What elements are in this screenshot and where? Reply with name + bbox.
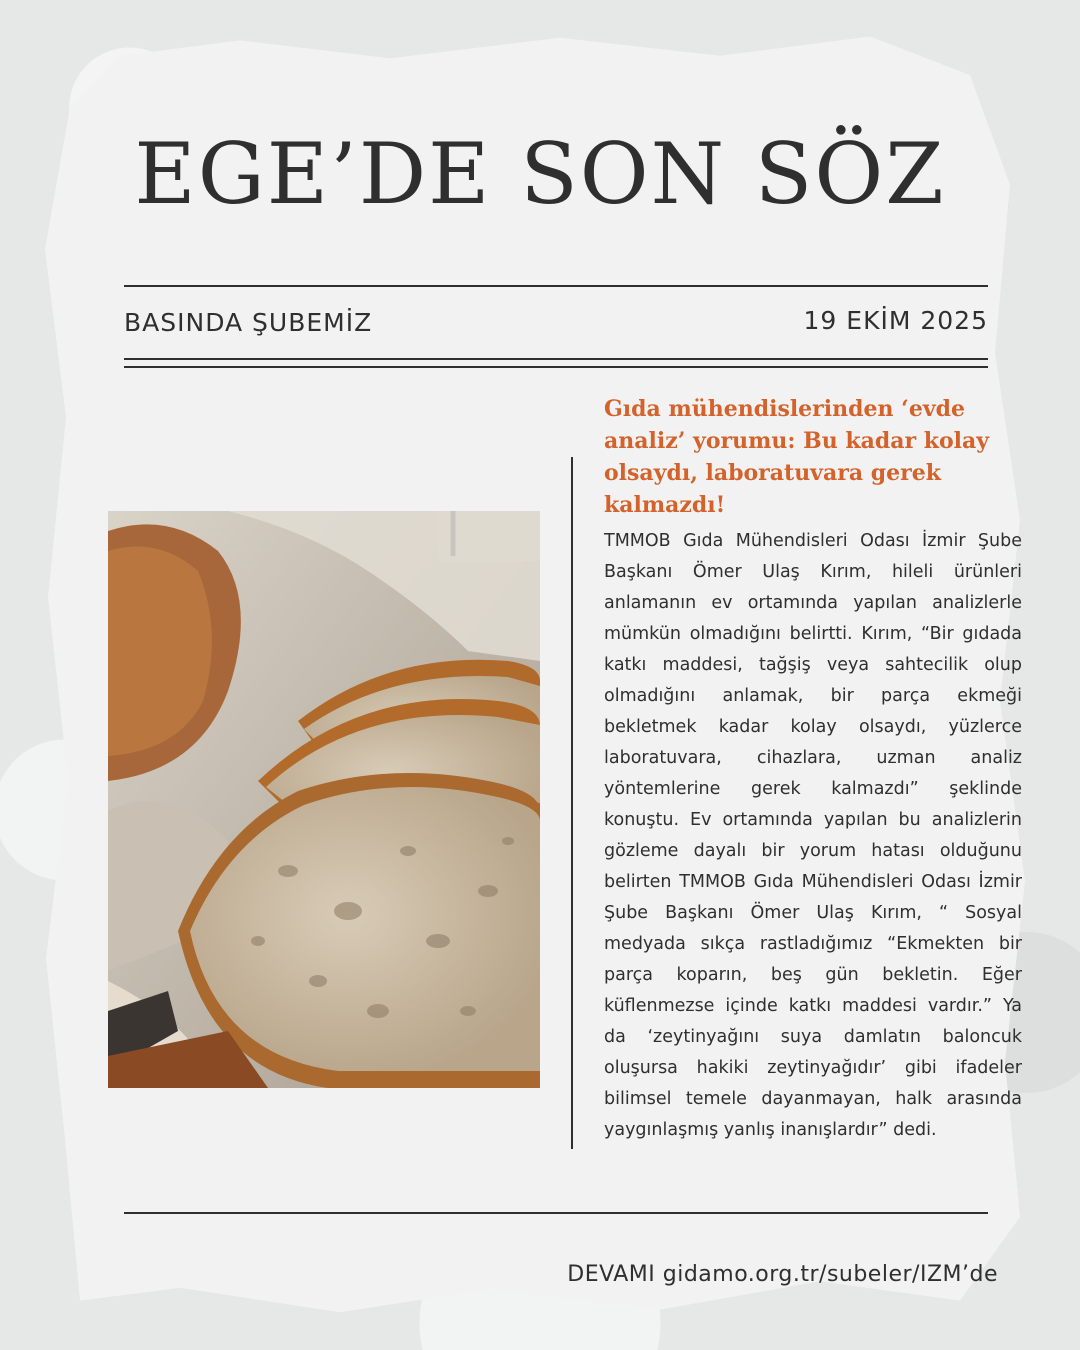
continue-reading-link[interactable]: DEVAMI gidamo.org.tr/subeler/IZM’de <box>567 1262 998 1287</box>
bread-photo <box>108 511 540 1088</box>
footer-rule <box>124 1212 988 1214</box>
double-rule-top <box>124 358 988 360</box>
top-rule <box>124 285 988 287</box>
issue-date: 19 EKİM 2025 <box>803 306 988 335</box>
article-body: TMMOB Gıda Mühendisleri Odası İzmir Şube Başkanı Ömer Ulaş Kırım, hileli ürünleri anlamanın ev ortamında yapılan analizlerle mümkün olmadığını belirtti. Kırım, “Bir gıdada katkı maddesi, tağşiş veya sahtecilik olup olmadığını anlamak, bir parça ekmeği bekletmek kadar kolay olsaydı, yüzlerce laboratuvara, cihazlara, uzman analiz yöntemlerine gerek kalmazdı” şeklinde konuştu. Ev ortamında yapılan bu analizlerin gözleme dayalı bir yorum hatası olduğunu belirten TMMOB Gıda Mühendisleri Odası İzmir Şube Başkanı Ömer Ulaş Kırım, “ Sosyal medyada sıkça rastladığımız “Ekmekten bir parça koparın, beş gün bekletin. Eğer küflenmezse içinde katkı maddesi vardır.” Ya da ‘zeytinyağını suya damlatın baloncuk oluşursa hakiki zeytinyağıdır’ gibi ifadeler bilimsel temele dayanmayan, halk arasında yaygınlaşmış yanlış inanışlardır” dedi. <box>604 531 1022 1140</box>
section-label: BASINDA ŞUBEMİZ <box>124 308 373 337</box>
article-headline: Gıda mühendislerinden ‘evde analiz’ yorumu: Bu kadar kolay olsaydı, laboratuvara gerek kalmazdı! <box>604 396 990 518</box>
masthead-title: EGE’DE SON SÖZ <box>134 125 946 223</box>
double-rule-bottom <box>124 366 988 368</box>
column-divider <box>571 457 573 1149</box>
